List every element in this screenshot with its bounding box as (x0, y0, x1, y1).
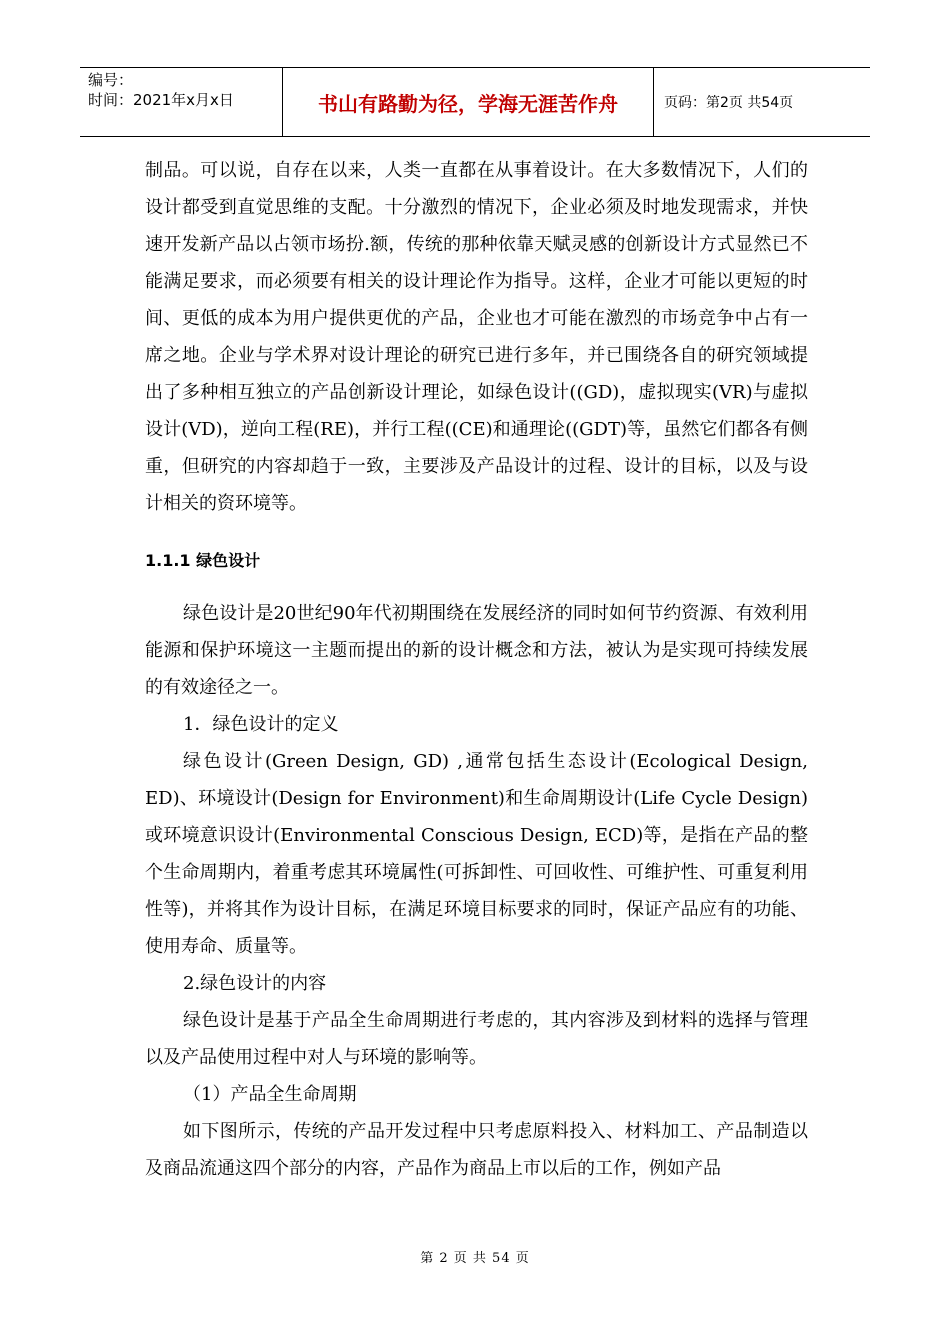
body-paragraph: 如下图所示，传统的产品开发过程中只考虑原料投入、材料加工、产品制造以及商品流通这四个部分的内容，产品作为商品上市以后的工作，例如产品 (145, 1121, 808, 1179)
body-paragraph: 绿色设计是基于产品全生命周期进行考虑的，其内容涉及到材料的选择与管理以及产品使用过程中对人与环境的影响等。 (145, 1010, 808, 1068)
list-item-heading: 2.绿色设计的内容 (183, 973, 327, 994)
body-paragraph: 绿色设计是20世纪90年代初期围绕在发展经济的同时如何节约资源、有效利用能源和保护环境这一主题而提出的新的设计概念和方法，被认为是实现可持续发展的有效途径之一。 (145, 603, 808, 698)
footer-page-number: 第 2 页 共 54 页 (420, 1251, 530, 1266)
page-header (80, 67, 870, 137)
header-page-cell (654, 68, 870, 136)
body-paragraph: 制品。可以说，自存在以来，人类一直都在从事着设计。在大多数情况下，人们的设计都受到直觉思维的支配。十分激烈的情况下，企业必须及时地发现需求，并快速开发新产品以占领市场扮.额，传统的那种依靠天赋灵感的创新设计方式显然已不能满足要求，而必须要有相关的设计理论作为指导。这样，企业才可能以更短的时间、更低的成本为用户提供更优的产品，企业也才可能在激烈的市场竞争中占有一席之地。企业与学术界对设计理论的研究已进行多年，并已围绕各自的研究领域提出了多种相互独立的产品创新设计理论，如绿色设计((GD)，虚拟现实(VR)与虚拟设计(VD)，逆向工程(RE)，并行工程((CE)和通理论((GDT)等，虽然它们都各有侧重，但研究的内容却趋于一致，主要涉及产品设计的过程、设计的目标，以及与设计相关的资环境等。 (145, 160, 808, 514)
list-item-heading: （1）产品全生命周期 (183, 1084, 357, 1105)
section-heading: 1.1.1 绿色设计 (145, 551, 261, 570)
header-motto-cell (282, 68, 654, 136)
document-body (145, 152, 808, 1187)
page-footer (0, 1247, 950, 1266)
list-item-heading: 1．绿色设计的定义 (183, 714, 339, 735)
body-paragraph: 绿色设计(Green Design, GD) ,通常包括生态设计(Ecological Design, ED)、环境设计(Design for Environment)和生命周期设计(Life Cycle Design)或环境意识设计(Environmental Conscious Design, ECD)等，是指在产品的整个生命周期内，着重考虑其环境属性(可拆卸性、可回收性、可维护性、可重复利用性等)，并将其作为设计目标，在满足环境目标要求的同时，保证产品应有的功能、使用寿命、质量等。 (145, 751, 808, 957)
document-number-label: 编号： (88, 71, 134, 89)
header-info-cell (80, 68, 282, 136)
header-motto: 书山有路勤为径，学海无涯苦作舟 (318, 91, 618, 116)
document-time-label: 时间：2021年x月x日 (88, 91, 234, 109)
header-page-number: 页码：第2页 共54页 (664, 95, 794, 111)
